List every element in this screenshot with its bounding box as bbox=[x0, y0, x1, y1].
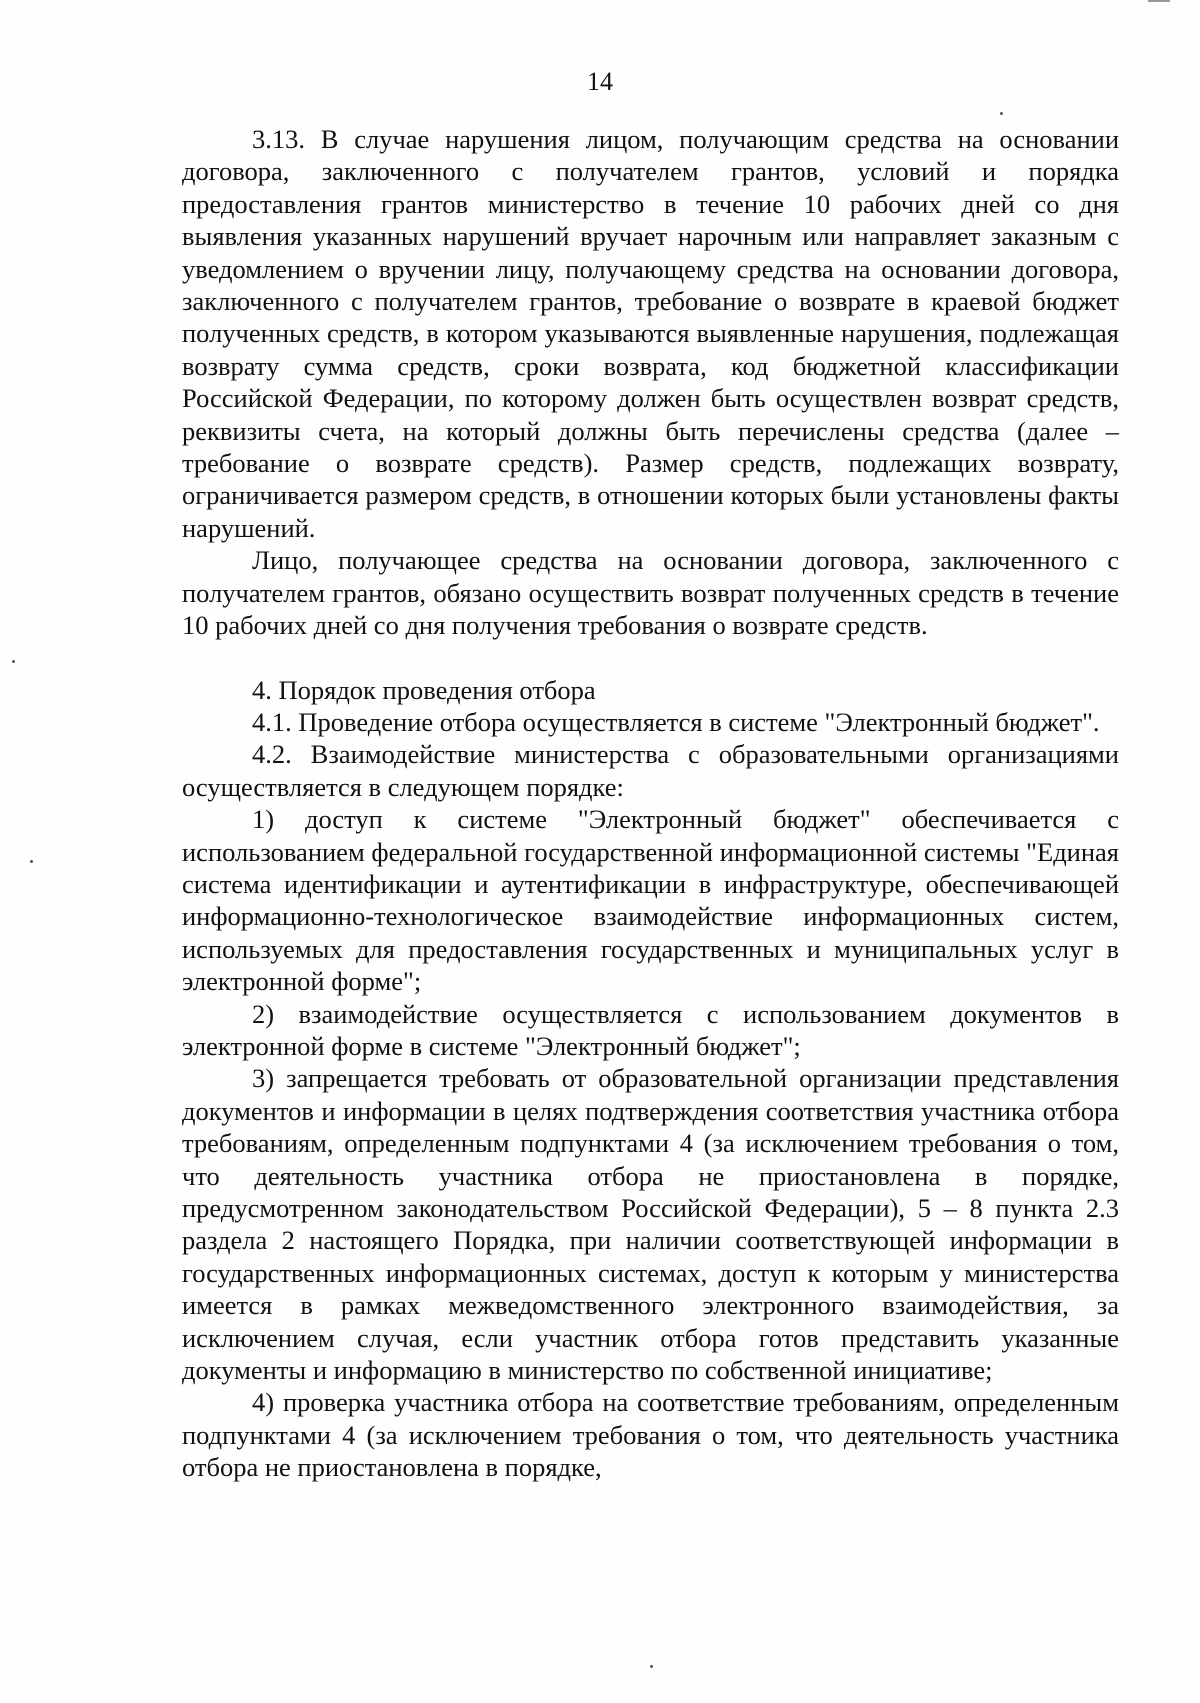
scan-speck bbox=[30, 860, 33, 863]
paragraph-refund-obligation: Лицо, получающее средства на основании договора, заключенного с получателем грантов, обязано осуществить возврат полученных средств в течение 10 рабочих дней со дня получения требования о возврате средств. bbox=[182, 545, 1119, 641]
page-number: 14 bbox=[587, 67, 613, 96]
list-item-1: 1) доступ к системе "Электронный бюджет" обеспечивается с использованием федеральной государственной информационной системы "Единая система идентификации и аутентификации в инфраструктуре, обеспечивающей информационно-технологическое взаимодействие информационных систем, используемых для предоставления государственных и муниципальных услуг в электронной форме"; bbox=[182, 804, 1119, 997]
paragraph-4-2: 4.2. Взаимодействие министерства с образовательными организациями осуществляется в следующем порядке: bbox=[182, 739, 1119, 802]
section-gap bbox=[182, 642, 1119, 674]
paragraph-4-1: 4.1. Проведение отбора осуществляется в системе "Электронный бюджет". bbox=[252, 706, 1100, 737]
list-item-4: 4) проверка участника отбора на соответствие требованиям, определенным подпунктами 4 (за исключением требования о том, что деятельность участника отбора не приостановлена в порядке, bbox=[182, 1387, 1119, 1483]
section-heading-4: 4. Порядок проведения отбора bbox=[252, 674, 596, 705]
list-item-2: 2) взаимодействие осуществляется с использованием документов в электронной форме в системе "Электронный бюджет"; bbox=[182, 998, 1119, 1061]
scan-speck bbox=[650, 1665, 653, 1668]
list-item-3: 3) запрещается требовать от образовательной организации представления документов и информации в целях подтверждения соответствия участника отбора требованиям, определенным подпунктами 4 (за исключением требования о том, что деятельность участника отбора не приостановлена в порядке, предусмотренном законодательством Российской Федерации), 5 – 8 пункта 2.3 раздела 2 настоящего Порядка, при наличии соответствующей информации в государственных информационных системах, доступ к которым у министерства имеется в рамках межведомственного электронного взаимодействия, за исключением случая, если участник отбора готов представить указанные документы и информацию в министерство по собственной инициативе; bbox=[182, 1063, 1119, 1386]
paragraph-3-13: 3.13. В случае нарушения лицом, получающим средства на основании договора, заключенного с получателем грантов, условий и порядка предоставления грантов министерство в течение 10 рабочих дней со дня выявления указанных нарушений вручает нарочным или направляет заказным с уведомлением о вручении лицу, получающему средства на основании договора, заключенного с получателем грантов, требование о возврате в краевой бюджет полученных средств, в котором указываются выявленные нарушения, подлежащая возврату сумма средств, сроки возврата, код бюджетной классификации Российской Федерации, по которому должен быть осуществлен возврат средств, реквизиты счета, на который должны быть перечислены средства (далее – требование о возврате средств). Размер средств, подлежащих возврату, ограничивается размером средств, в отношении которых были установлены факты нарушений. bbox=[182, 124, 1119, 543]
scan-edge-mark bbox=[1148, 0, 1170, 2]
scan-speck bbox=[1000, 112, 1003, 115]
document-body bbox=[182, 123, 1119, 1484]
scan-speck bbox=[12, 660, 15, 663]
